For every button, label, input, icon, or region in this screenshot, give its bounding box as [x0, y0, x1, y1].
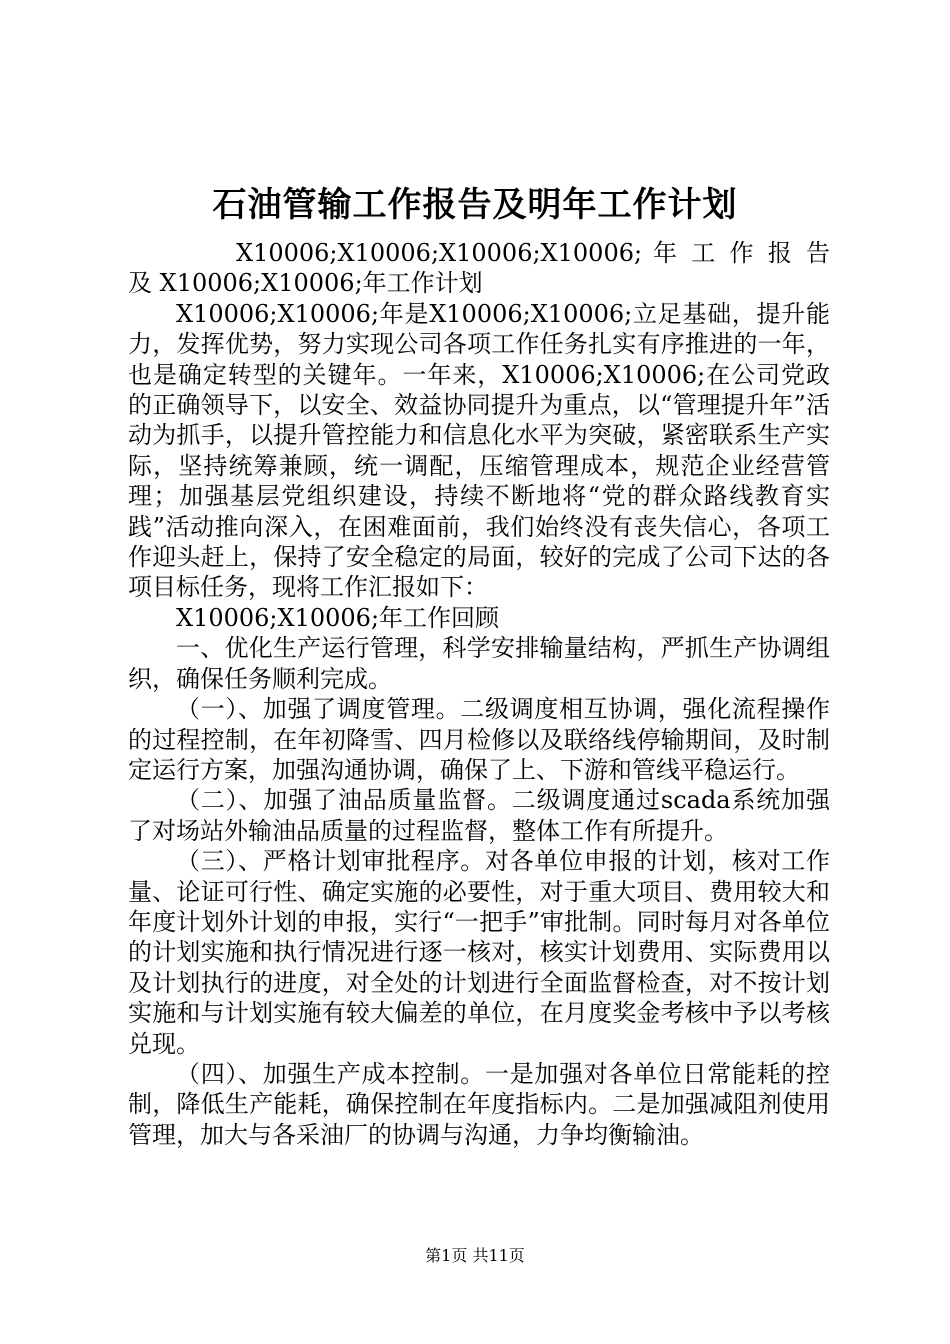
- paragraph-section-heading: X10006;X10006;年工作回顾: [176, 603, 500, 632]
- page-number-footer: 第1页 共11页: [425, 1246, 525, 1265]
- document-body: [128, 238, 830, 1150]
- paragraph-subtitle: X10006;X10006;X10006;X10006; 年 工 作 报 告 及 X10006;X10006;年工作计划: [128, 239, 830, 298]
- document-title: 石油管输工作报告及明年工作计划: [212, 185, 738, 225]
- paragraph-intro: X10006;X10006;年是X10006;X10006;立足基础，提升能力，发挥优势，努力实现公司各项工作任务扎实有序推进的一年，也是确定转型的关键年。一年来，X10006;X10006;在公司党政的正确领导下，以安全、效益协同提升为重点，以“管理提升年”活动为抓手，以提升管控能力和信息化水平为突破，紧密联系生产实际，坚持统筹兼顾，统一调配，压缩管理成本，规范企业经营管理；加强基层党组织建设，持续不断地将“党的群众路线教育实践”活动推向深入，在困难面前，我们始终没有丧失信心，各项工作迎头赶上，保持了安全稳定的局面，较好的完成了公司下达的各项目标任务，现将工作汇报如下：: [128, 299, 830, 602]
- paragraph-subitem-1: （一）、加强了调度管理。二级调度相互协调，强化流程操作的过程控制，在年初降雪、四月检修以及联络线停输期间，及时制定运行方案，加强沟通协调，确保了上、下游和管线平稳运行。: [128, 695, 830, 784]
- paragraph-subitem-2: （二）、加强了油品质量监督。二级调度通过scada系统加强了对场站外输油品质量的过程监督，整体工作有所提升。: [128, 786, 830, 845]
- paragraph-subitem-4: （四）、加强生产成本控制。一是加强对各单位日常能耗的控制，降低生产能耗，确保控制在年度指标内。二是加强减阻剂使用管理，加大与各采油厂的协调与沟通，力争均衡输油。: [128, 1059, 830, 1149]
- paragraph-item-1: 一、优化生产运行管理，科学安排输量结构，严抓生产协调组织，确保任务顺利完成。: [128, 634, 830, 693]
- paragraph-subitem-3: （三）、严格计划审批程序。对各单位申报的计划，核对工作量、论证可行性、确定实施的必要性，对于重大项目、费用较大和年度计划外计划的申报，实行“一把手”审批制。同时每月对各单位的计划实施和执行情况进行逐一核对，核实计划费用、实际费用以及计划执行的进度，对全处的计划进行全面监督检查，对不按计划实施和与计划实施有较大偏差的单位，在月度奖金考核中予以考核兑现。: [128, 847, 830, 1058]
